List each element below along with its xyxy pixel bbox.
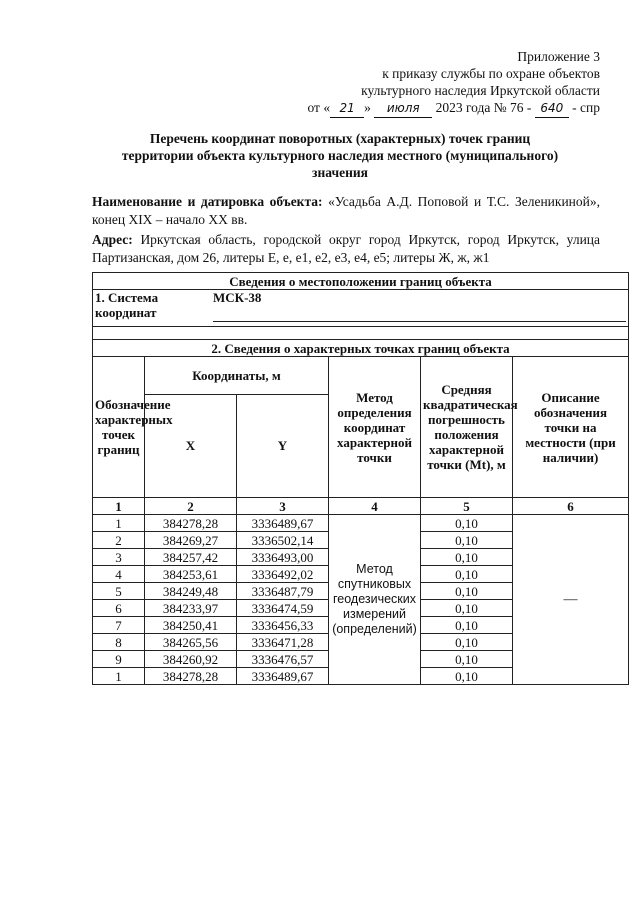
point-number: 5 [93,583,145,600]
point-mt: 0,10 [421,600,513,617]
col-number: 6 [513,498,629,515]
object-name-label: Наименование и датировка объекта: [92,194,323,209]
point-mt: 0,10 [421,668,513,685]
point-mt: 0,10 [421,617,513,634]
title-line1: Перечень координат поворотных (характерных) точек границ [149,131,531,146]
title-line2: территории объекта культурного наследия местного (муниципального) [121,148,559,163]
point-number: 2 [93,532,145,549]
point-mt: 0,10 [421,651,513,668]
section-title-row [93,273,629,290]
object-name-value: «Усадьба А.Д. Поповой и Т.С. Зеленикиной», конец XIX – начало XX вв. [92,194,601,227]
point-number: 3 [93,549,145,566]
header-designation: Обозначение характерных точек границ [93,357,145,498]
point-y: 3336489,67 [237,515,329,532]
point-mt: 0,10 [421,515,513,532]
point-y: 3336471,28 [237,634,329,651]
point-x: 384265,56 [145,634,237,651]
col-number: 1 [93,498,145,515]
header-error: Средняя квадратическая погрешность положения характерной точки (Mt), м [421,357,513,498]
object-address [92,231,600,267]
points-title: 2. Сведения о характерных точках границ объекта [93,340,629,357]
handwritten-number: 640 [535,100,569,118]
point-y: 3336493,00 [237,549,329,566]
date-prefix: от « [307,100,331,115]
object-name [92,193,600,229]
point-x: 384278,28 [145,515,237,532]
point-number: 6 [93,600,145,617]
system-label: 1. Система координат [95,290,159,320]
appendix-line2: к приказу службы по охране объектов [382,66,600,81]
col-number: 2 [145,498,237,515]
point-y: 3336487,79 [237,583,329,600]
col-number: 3 [237,498,329,515]
col-number: 5 [421,498,513,515]
year-text: 2023 года № 76 - [435,100,532,115]
table-row [93,515,629,532]
appendix-header [307,48,600,118]
header-coordinates: Координаты, м [145,357,329,395]
point-mt: 0,10 [421,566,513,583]
point-mt: 0,10 [421,532,513,549]
document-title [70,130,610,181]
method-cell: Метод спутниковых геодезических измерений (определений) [329,515,421,685]
handwritten-month: июля [374,100,432,118]
header-x: X [145,394,237,497]
object-address-value: Иркутская область, городской округ город Иркутск, город Иркутск, улица Партизанская, дом 26, литеры Е, е, е1, е2, е3, е4, е5; литеры Ж, ж, ж1 [92,232,601,265]
date-mid: » [364,100,371,115]
handwritten-day: 21 [330,100,364,118]
point-number: 8 [93,634,145,651]
point-mt: 0,10 [421,634,513,651]
point-y: 3336456,33 [237,617,329,634]
col-number: 4 [329,498,421,515]
point-y: 3336474,59 [237,600,329,617]
point-x: 384233,97 [145,600,237,617]
section-title: Сведения о местоположении границ объекта [93,273,629,290]
appendix-date-line [307,99,600,118]
point-mt: 0,10 [421,583,513,600]
point-x: 384260,92 [145,651,237,668]
header-row-1 [93,357,629,395]
point-number: 1 [93,668,145,685]
point-number: 4 [93,566,145,583]
point-x: 384257,42 [145,549,237,566]
point-y: 3336502,14 [237,532,329,549]
point-number: 1 [93,515,145,532]
point-x: 384249,48 [145,583,237,600]
spacer-row [93,327,629,340]
system-value: МСК-38 [213,290,626,322]
order-suffix: - спр [572,100,600,115]
header-description: Описание обозначения точки на местности (при наличии) [513,357,629,498]
appendix-line3: культурного наследия Иркутской области [361,83,600,98]
coordinates-table [92,272,629,685]
point-y: 3336492,02 [237,566,329,583]
point-x: 384253,61 [145,566,237,583]
point-y: 3336476,57 [237,651,329,668]
header-y: Y [237,394,329,497]
point-x: 384269,27 [145,532,237,549]
description-cell: — [513,515,629,685]
point-number: 7 [93,617,145,634]
header-method: Метод определения координат характерной точки [329,357,421,498]
point-mt: 0,10 [421,549,513,566]
point-number: 9 [93,651,145,668]
point-x: 384250,41 [145,617,237,634]
point-x: 384278,28 [145,668,237,685]
title-line3: значения [312,165,368,180]
system-cell [93,290,629,327]
column-numbers-row [93,498,629,515]
object-address-label: Адрес: [92,232,133,247]
points-title-row [93,340,629,357]
appendix-line1: Приложение 3 [517,49,600,64]
point-y: 3336489,67 [237,668,329,685]
system-row [93,290,629,327]
